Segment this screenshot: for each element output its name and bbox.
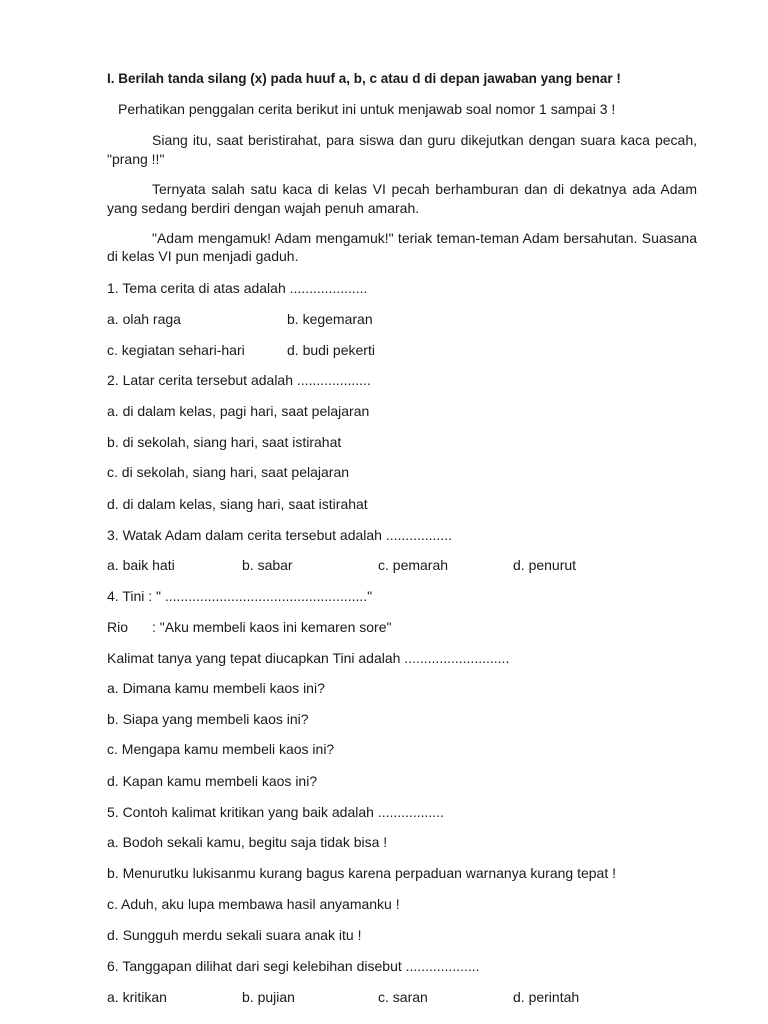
q3-option-c: c. pemarah <box>378 557 449 573</box>
q5-option-a: a. Bodoh sekali kamu, begitu saja tidak bisa ! <box>107 834 388 850</box>
q1-question: 1. Tema cerita di atas adalah .................... <box>107 280 368 296</box>
q6-question: 6. Tanggapan dilihat dari segi kelebihan disebut ................... <box>107 958 480 974</box>
q4-option-d: d. Kapan kamu membeli kaos ini? <box>107 773 318 789</box>
q4-rio-text: : "Aku membeli kaos ini kemaren sore" <box>152 619 392 635</box>
q4-option-a: a. Dimana kamu membeli kaos ini? <box>107 680 325 696</box>
q1-option-d: d. budi pekerti <box>287 342 375 358</box>
q6-option-c: c. saran <box>378 989 428 1005</box>
q5-option-d: d. Sungguh merdu sekali suara anak itu ! <box>107 927 362 943</box>
q2-question: 2. Latar cerita tersebut adalah ................... <box>107 372 371 388</box>
story-p2-line2: yang sedang berdiri dengan wajah penuh amarah. <box>107 200 420 216</box>
q6-option-d: d. perintah <box>513 989 580 1005</box>
q2-option-c: c. di sekolah, siang hari, saat pelajaran <box>107 464 350 480</box>
story-p3-line1: "Adam mengamuk! Adam mengamuk!" teriak teman-teman Adam bersahutan. Suasana <box>152 230 697 246</box>
q3-option-d: d. penurut <box>513 557 577 573</box>
q6-option-b: b. pujian <box>242 989 295 1005</box>
q2-option-a: a. di dalam kelas, pagi hari, saat pelajaran <box>107 403 370 419</box>
story-p1-line2: "prang !!" <box>107 151 165 167</box>
q2-option-b: b. di sekolah, siang hari, saat istirahat <box>107 434 342 450</box>
q3-option-a: a. baik hati <box>107 557 175 573</box>
q3-option-b: b. sabar <box>242 557 293 573</box>
story-p1-line1: Siang itu, saat beristirahat, para siswa dan guru dikejutkan dengan suara kaca pecah, <box>152 132 697 148</box>
q4-option-b: b. Siapa yang membeli kaos ini? <box>107 711 309 727</box>
q2-option-d: d. di dalam kelas, siang hari, saat istirahat <box>107 496 368 512</box>
q4-option-c: c. Mengapa kamu membeli kaos ini? <box>107 741 335 757</box>
q4-question: Kalimat tanya yang tepat diucapkan Tini adalah ........................... <box>107 650 510 666</box>
q1-option-a: a. olah raga <box>107 311 181 327</box>
q5-option-b: b. Menurutku lukisanmu kurang bagus karena perpaduan warnanya kurang tepat ! <box>107 865 616 881</box>
q5-option-c: c. Aduh, aku lupa membawa hasil anyamanku ! <box>107 896 400 912</box>
q1-option-c: c. kegiatan sehari-hari <box>107 342 245 358</box>
story-p3-line2: di kelas VI pun menjadi gaduh. <box>107 248 299 264</box>
q3-question: 3. Watak Adam dalam cerita tersebut adalah ................. <box>107 527 452 543</box>
q6-option-a: a. kritikan <box>107 989 167 1005</box>
q1-option-b: b. kegemaran <box>287 311 373 327</box>
story-intro: Perhatikan penggalan cerita berikut ini untuk menjawab soal nomor 1 sampai 3 ! <box>118 101 616 117</box>
instruction-heading: I. Berilah tanda silang (x) pada huuf a, b, c atau d di depan jawaban yang benar ! <box>107 71 621 86</box>
story-p2-line1: Ternyata salah satu kaca di kelas VI pecah berhamburan dan di dekatnya ada Adam <box>152 181 697 197</box>
q4-tini-line: 4. Tini : " ...................................................." <box>107 588 373 604</box>
q5-question: 5. Contoh kalimat kritikan yang baik adalah ................. <box>107 804 444 820</box>
q4-rio-name: Rio <box>107 619 129 635</box>
